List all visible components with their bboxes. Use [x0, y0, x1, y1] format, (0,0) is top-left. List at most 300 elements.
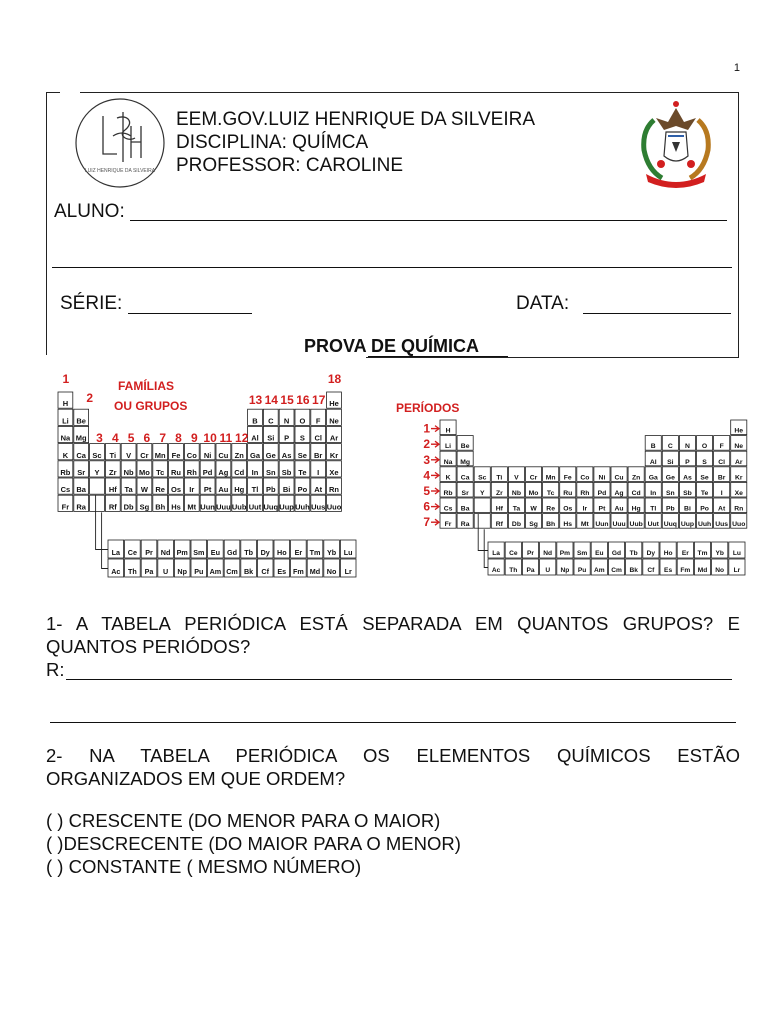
- element-symbol: Mg: [460, 458, 471, 466]
- element-symbol: In: [251, 468, 259, 477]
- element-symbol: Pb: [266, 485, 276, 495]
- element-symbol: At: [314, 485, 323, 495]
- period-number: 2: [423, 437, 430, 452]
- element-symbol: Pd: [202, 468, 213, 477]
- element-symbol: Gd: [227, 548, 237, 557]
- element-symbol: Ce: [127, 548, 138, 557]
- element-symbol: S: [299, 433, 305, 443]
- element-symbol: Eu: [595, 550, 604, 557]
- group-number: 5: [127, 431, 135, 445]
- element-cell: [90, 478, 105, 494]
- element-symbol: P: [685, 458, 690, 466]
- periods-label: PERÍODOS: [396, 401, 460, 415]
- date-line[interactable]: [583, 313, 731, 314]
- student-name-line-2[interactable]: [52, 267, 732, 268]
- element-symbol: Ni: [598, 474, 606, 482]
- element-symbol: No: [715, 567, 725, 574]
- element-symbol: Ni: [203, 450, 212, 460]
- element-symbol: Pt: [203, 485, 212, 495]
- element-symbol: Md: [697, 567, 708, 574]
- element-symbol: Bh: [546, 521, 556, 529]
- element-symbol: Bk: [629, 567, 638, 574]
- families-label: FAMÍLIAS: [118, 379, 174, 393]
- state-crest: [636, 100, 716, 190]
- element-symbol: Uuq: [663, 521, 677, 529]
- element-symbol: Rh: [580, 490, 590, 497]
- group-number: 4: [111, 431, 119, 445]
- element-symbol: Yb: [715, 550, 724, 557]
- element-symbol: Na: [60, 433, 71, 443]
- element-symbol: Cm: [611, 567, 622, 574]
- element-symbol: Fe: [563, 474, 572, 482]
- element-symbol: U: [162, 567, 169, 576]
- element-symbol: Uut: [647, 521, 659, 529]
- group-number: 17: [312, 393, 326, 407]
- element-symbol: Uuu: [612, 521, 626, 529]
- q1-answer-line-2[interactable]: [50, 722, 736, 723]
- element-symbol: Re: [546, 505, 556, 513]
- element-symbol: Hs: [563, 521, 573, 529]
- element-symbol: Ba: [76, 485, 86, 495]
- element-symbol: Ta: [124, 485, 133, 495]
- date-label: DATA:: [516, 293, 570, 314]
- question-1-line-1: 1- A TABELA PERIÓDICA ESTÁ SEPARADA EM QUANTOS GRUPOS? E: [46, 613, 740, 634]
- element-symbol: Uuh: [295, 502, 310, 512]
- element-symbol: Ac: [111, 567, 121, 576]
- group-number: 12: [235, 431, 249, 445]
- element-symbol: Rb: [60, 468, 71, 477]
- element-symbol: No: [326, 567, 337, 576]
- element-symbol: Rn: [329, 485, 339, 495]
- element-symbol: W: [530, 505, 537, 513]
- option-constante[interactable]: ( ) CONSTANTE ( MESMO NÚMERO): [46, 856, 362, 877]
- element-symbol: Pa: [144, 567, 154, 576]
- element-symbol: Pt: [598, 505, 606, 513]
- element-symbol: Hf: [108, 485, 117, 495]
- element-symbol: Tl: [650, 505, 657, 513]
- group-number: 18: [327, 372, 342, 386]
- element-symbol: K: [62, 450, 69, 460]
- element-symbol: Bk: [243, 567, 254, 576]
- element-symbol: Bi: [684, 505, 691, 513]
- element-symbol: Np: [177, 567, 187, 576]
- element-symbol: Am: [593, 567, 605, 574]
- student-name-line[interactable]: [130, 220, 727, 221]
- element-symbol: Se: [297, 450, 307, 460]
- element-symbol: Tc: [546, 490, 555, 497]
- element-symbol: Uuo: [326, 502, 342, 512]
- element-symbol: Ac: [491, 567, 501, 574]
- element-symbol: Hf: [495, 505, 503, 513]
- element-symbol: H: [445, 427, 451, 435]
- group-number: 14: [264, 393, 278, 407]
- element-symbol: Ge: [665, 474, 675, 482]
- question-1: [46, 612, 740, 658]
- element-symbol: Br: [717, 474, 726, 482]
- element-symbol: O: [701, 443, 708, 451]
- group-number: 8: [175, 431, 182, 445]
- element-symbol: Po: [700, 505, 709, 513]
- element-symbol: Pm: [176, 548, 188, 557]
- element-symbol: Co: [580, 474, 590, 482]
- element-symbol: Cd: [234, 468, 245, 477]
- element-symbol: Ra: [460, 521, 470, 529]
- element-symbol: Na: [443, 458, 453, 466]
- period-number: 5: [423, 484, 430, 498]
- element-symbol: Co: [186, 450, 197, 460]
- element-symbol: B: [650, 443, 656, 451]
- school-logo: [73, 96, 167, 190]
- element-symbol: Cu: [614, 474, 624, 482]
- question-2-line-2: ORGANIZADOS EM QUE ORDEM?: [46, 768, 346, 789]
- element-symbol: Kr: [734, 474, 743, 482]
- element-symbol: Dy: [260, 548, 270, 557]
- question-2-options: [46, 809, 461, 878]
- element-symbol: Pu: [194, 567, 204, 576]
- element-symbol: Tc: [156, 468, 165, 477]
- group-number: 9: [190, 431, 198, 445]
- element-symbol: F: [315, 416, 321, 426]
- element-symbol: Ra: [76, 502, 86, 512]
- element-symbol: Er: [681, 550, 689, 557]
- actinide-link: [484, 529, 488, 567]
- question-1-line-2: QUANTOS PERIÓDOS?: [46, 636, 251, 657]
- element-symbol: Ir: [189, 485, 195, 495]
- element-symbol: Db: [511, 521, 521, 529]
- element-symbol: Ce: [509, 550, 518, 557]
- period-number: 7: [423, 515, 430, 530]
- question-2: [46, 744, 740, 790]
- element-symbol: Al: [251, 433, 259, 443]
- element-symbol: Os: [170, 485, 182, 495]
- element-symbol: Ho: [663, 550, 673, 557]
- logo-caption: LUIZ HENRIQUE DA SILVEIRA: [84, 168, 156, 174]
- element-symbol: Zn: [631, 474, 641, 482]
- element-symbol: Tm: [309, 548, 321, 557]
- question-2-line-1: 2- NA TABELA PERIÓDICA OS ELEMENTOS QUÍMICOS ESTÃO: [46, 745, 740, 766]
- element-symbol: Au: [614, 505, 624, 513]
- element-symbol: Uuo: [732, 521, 746, 529]
- element-symbol: Uuq: [263, 502, 279, 512]
- element-symbol: Sb: [683, 490, 692, 497]
- element-symbol: Uus: [311, 502, 326, 512]
- element-symbol: Fr: [61, 502, 70, 512]
- element-symbol: Sr: [461, 490, 469, 497]
- period-number: 3: [423, 452, 430, 467]
- element-symbol: Pr: [527, 550, 534, 557]
- frame-gap: [60, 88, 80, 96]
- element-symbol: Sm: [193, 548, 205, 557]
- element-symbol: Cf: [261, 567, 269, 576]
- element-symbol: Nd: [543, 550, 553, 557]
- page-number: 1: [733, 62, 740, 74]
- element-symbol: Fm: [293, 567, 304, 576]
- element-symbol: Ga: [249, 450, 261, 460]
- element-symbol: Br: [314, 450, 323, 460]
- element-symbol: Mt: [580, 521, 589, 529]
- element-symbol: Zn: [234, 450, 244, 460]
- element-symbol: Tb: [244, 548, 253, 557]
- option-decrescente[interactable]: ( )DESCRECENTE (DO MAIOR PARA O MENOR): [46, 833, 461, 854]
- element-symbol: N: [684, 443, 690, 451]
- element-symbol: Rb: [443, 490, 453, 497]
- element-symbol: Ag: [218, 468, 229, 477]
- element-symbol: Nb: [123, 468, 134, 477]
- element-symbol: Te: [298, 468, 307, 477]
- group-number: 7: [159, 431, 167, 445]
- element-symbol: Uuu: [216, 502, 231, 512]
- q1-answer-label: R:: [46, 659, 65, 680]
- element-symbol: Lu: [343, 548, 353, 557]
- element-symbol: Cr: [140, 450, 149, 460]
- element-symbol: Y: [94, 468, 100, 477]
- q1-answer-line-1[interactable]: [66, 679, 732, 680]
- element-symbol: N: [283, 416, 290, 426]
- element-symbol: Cs: [60, 485, 71, 495]
- element-symbol: Sn: [266, 468, 276, 477]
- element-symbol: Hg: [631, 505, 641, 513]
- element-symbol: Md: [309, 567, 321, 576]
- element-symbol: Mt: [187, 502, 197, 512]
- element-symbol: Sc: [92, 450, 102, 460]
- group-number: 15: [280, 393, 294, 407]
- element-symbol: Kr: [329, 450, 339, 460]
- element-cell: [474, 514, 490, 529]
- element-symbol: V: [514, 474, 519, 482]
- element-symbol: Cm: [226, 567, 238, 576]
- element-symbol: Sg: [139, 502, 150, 512]
- element-symbol: Uup: [680, 521, 695, 529]
- group-number: 1: [62, 372, 70, 386]
- element-symbol: Mo: [138, 468, 150, 477]
- element-symbol: Cs: [443, 505, 453, 513]
- group-number: 13: [248, 393, 263, 407]
- element-symbol: Pa: [526, 567, 535, 574]
- group-number: 3: [96, 431, 103, 445]
- element-symbol: Si: [267, 433, 275, 443]
- element-symbol: As: [683, 474, 692, 482]
- element-symbol: Ne: [734, 443, 744, 451]
- element-symbol: Ag: [614, 490, 624, 497]
- element-symbol: Li: [62, 416, 69, 426]
- element-symbol: Ge: [265, 450, 276, 460]
- option-crescente[interactable]: ( ) CRESCENTE (DO MENOR PARA O MAIOR): [46, 810, 441, 831]
- element-symbol: Tl: [251, 485, 259, 495]
- element-symbol: In: [650, 490, 657, 497]
- group-number: 16: [296, 393, 310, 407]
- element-symbol: Ba: [460, 505, 470, 513]
- element-symbol: Np: [560, 567, 570, 574]
- school-info: [176, 108, 535, 177]
- element-symbol: Bi: [282, 485, 291, 495]
- element-symbol: Cl: [718, 458, 726, 466]
- element-symbol: Cl: [314, 433, 322, 443]
- element-symbol: Pr: [145, 548, 153, 557]
- grade-line[interactable]: [128, 313, 252, 314]
- element-symbol: Pu: [577, 567, 587, 574]
- element-symbol: Bh: [155, 502, 166, 512]
- element-symbol: Sb: [281, 468, 292, 477]
- element-symbol: Uus: [715, 521, 729, 529]
- element-symbol: Th: [509, 567, 518, 574]
- element-symbol: I: [720, 490, 723, 497]
- element-symbol: Ca: [76, 450, 86, 460]
- element-symbol: Lr: [733, 567, 741, 574]
- element-symbol: I: [317, 468, 320, 477]
- element-symbol: Tb: [629, 550, 638, 557]
- element-symbol: Os: [563, 505, 573, 513]
- element-symbol: Rn: [734, 505, 744, 513]
- element-symbol: Re: [155, 485, 165, 495]
- element-symbol: Cu: [218, 450, 229, 460]
- element-symbol: Uun: [200, 502, 215, 512]
- element-symbol: K: [445, 474, 451, 482]
- period-number: 1: [423, 421, 430, 436]
- element-symbol: Nd: [160, 548, 171, 557]
- element-symbol: Sn: [666, 490, 675, 497]
- element-symbol: Xe: [329, 468, 339, 477]
- element-symbol: Uup: [279, 502, 294, 512]
- element-symbol: Uuh: [697, 521, 712, 529]
- element-symbol: Mg: [75, 433, 87, 443]
- element-symbol: Ne: [329, 416, 339, 426]
- element-symbol: Es: [664, 567, 673, 574]
- element-symbol: Lu: [732, 550, 741, 557]
- element-symbol: Rh: [186, 468, 197, 477]
- element-symbol: At: [718, 505, 726, 513]
- element-symbol: Nb: [511, 490, 521, 497]
- element-symbol: Dy: [646, 550, 656, 557]
- element-symbol: C: [268, 416, 274, 426]
- element-symbol: Fr: [444, 521, 452, 529]
- element-symbol: Xe: [734, 490, 743, 497]
- element-symbol: Pb: [666, 505, 675, 513]
- element-symbol: Cf: [647, 567, 655, 574]
- element-symbol: Th: [128, 567, 137, 576]
- element-symbol: Y: [479, 490, 485, 497]
- element-symbol: Ru: [171, 468, 181, 477]
- element-symbol: Cr: [529, 474, 538, 482]
- element-symbol: He: [329, 399, 339, 409]
- element-cell: [474, 498, 490, 513]
- element-symbol: Pm: [559, 550, 571, 557]
- element-symbol: Ti: [109, 450, 117, 460]
- element-symbol: Be: [460, 443, 470, 451]
- group-number: 6: [143, 431, 151, 445]
- period-number: 4: [423, 468, 430, 483]
- periodic-table-groups: [40, 370, 370, 582]
- element-symbol: La: [111, 548, 120, 557]
- element-symbol: Zr: [109, 468, 117, 477]
- element-symbol: B: [252, 416, 258, 426]
- element-symbol: Uut: [248, 502, 262, 512]
- title-underline: [368, 356, 508, 357]
- periodic-table-periods: [392, 390, 746, 580]
- element-symbol: Be: [76, 416, 86, 426]
- element-symbol: Er: [294, 548, 303, 557]
- groups-label: OU GRUPOS: [114, 399, 188, 413]
- element-symbol: Pd: [597, 490, 607, 497]
- element-symbol: Uub: [231, 502, 247, 512]
- element-symbol: F: [719, 443, 724, 451]
- element-symbol: Hs: [171, 502, 181, 512]
- exam-title: PROVA DE QUÍMICA: [304, 336, 480, 356]
- element-symbol: Rf: [495, 521, 503, 529]
- student-label: ALUNO:: [54, 201, 125, 222]
- element-symbol: Es: [277, 567, 287, 576]
- element-symbol: Mn: [545, 474, 556, 482]
- element-symbol: H: [62, 399, 69, 409]
- subject-name: DISCIPLINA: QUÍMCA: [176, 132, 369, 153]
- element-symbol: Mo: [528, 490, 539, 497]
- element-symbol: Ho: [277, 548, 287, 557]
- element-symbol: Lr: [344, 567, 352, 576]
- element-cell: [90, 495, 105, 511]
- element-symbol: Zr: [495, 490, 503, 497]
- element-symbol: Ar: [734, 458, 743, 466]
- teacher-name: PROFESSOR: CAROLINE: [176, 155, 403, 176]
- element-symbol: La: [492, 550, 500, 557]
- element-symbol: Ta: [512, 505, 521, 513]
- element-symbol: Sc: [478, 474, 487, 482]
- element-symbol: O: [299, 416, 306, 426]
- grade-label: SÉRIE:: [60, 293, 123, 314]
- element-symbol: Rf: [108, 502, 117, 512]
- element-symbol: U: [545, 567, 551, 574]
- element-symbol: Ti: [496, 474, 503, 482]
- element-symbol: Ar: [329, 433, 339, 443]
- element-symbol: He: [734, 427, 744, 435]
- element-symbol: Yb: [327, 548, 337, 557]
- element-symbol: Se: [700, 474, 709, 482]
- element-symbol: Am: [209, 567, 222, 576]
- element-symbol: Sm: [576, 550, 588, 557]
- element-symbol: Ru: [563, 490, 573, 497]
- element-symbol: W: [140, 485, 148, 495]
- element-symbol: Uun: [595, 521, 609, 529]
- element-symbol: Ir: [582, 505, 588, 513]
- school-name: EEM.GOV.LUIZ HENRIQUE DA SILVEIRA: [176, 109, 535, 130]
- element-symbol: Au: [218, 485, 229, 495]
- element-symbol: Ga: [648, 474, 658, 482]
- element-symbol: Uub: [629, 521, 643, 529]
- element-symbol: Cd: [631, 490, 641, 497]
- element-symbol: Eu: [210, 548, 220, 557]
- element-symbol: Si: [667, 458, 674, 466]
- element-symbol: C: [667, 443, 673, 451]
- element-symbol: Sg: [529, 521, 538, 529]
- element-symbol: Db: [123, 502, 134, 512]
- element-symbol: S: [702, 458, 707, 466]
- element-symbol: Gd: [611, 550, 622, 557]
- group-number: 2: [86, 391, 94, 405]
- element-symbol: Fm: [680, 567, 691, 574]
- element-symbol: Sr: [77, 468, 86, 477]
- element-symbol: Te: [700, 490, 709, 497]
- element-symbol: Al: [649, 458, 657, 466]
- element-symbol: Fe: [171, 450, 181, 460]
- element-symbol: Po: [297, 485, 308, 495]
- group-number: 11: [219, 431, 233, 445]
- element-symbol: Hg: [234, 485, 245, 495]
- actinide-link: [102, 512, 108, 568]
- period-number: 6: [423, 499, 430, 514]
- group-number: 10: [203, 431, 217, 445]
- element-symbol: P: [284, 433, 290, 443]
- element-symbol: As: [281, 450, 292, 460]
- element-symbol: V: [126, 450, 132, 460]
- element-symbol: Mn: [154, 450, 166, 460]
